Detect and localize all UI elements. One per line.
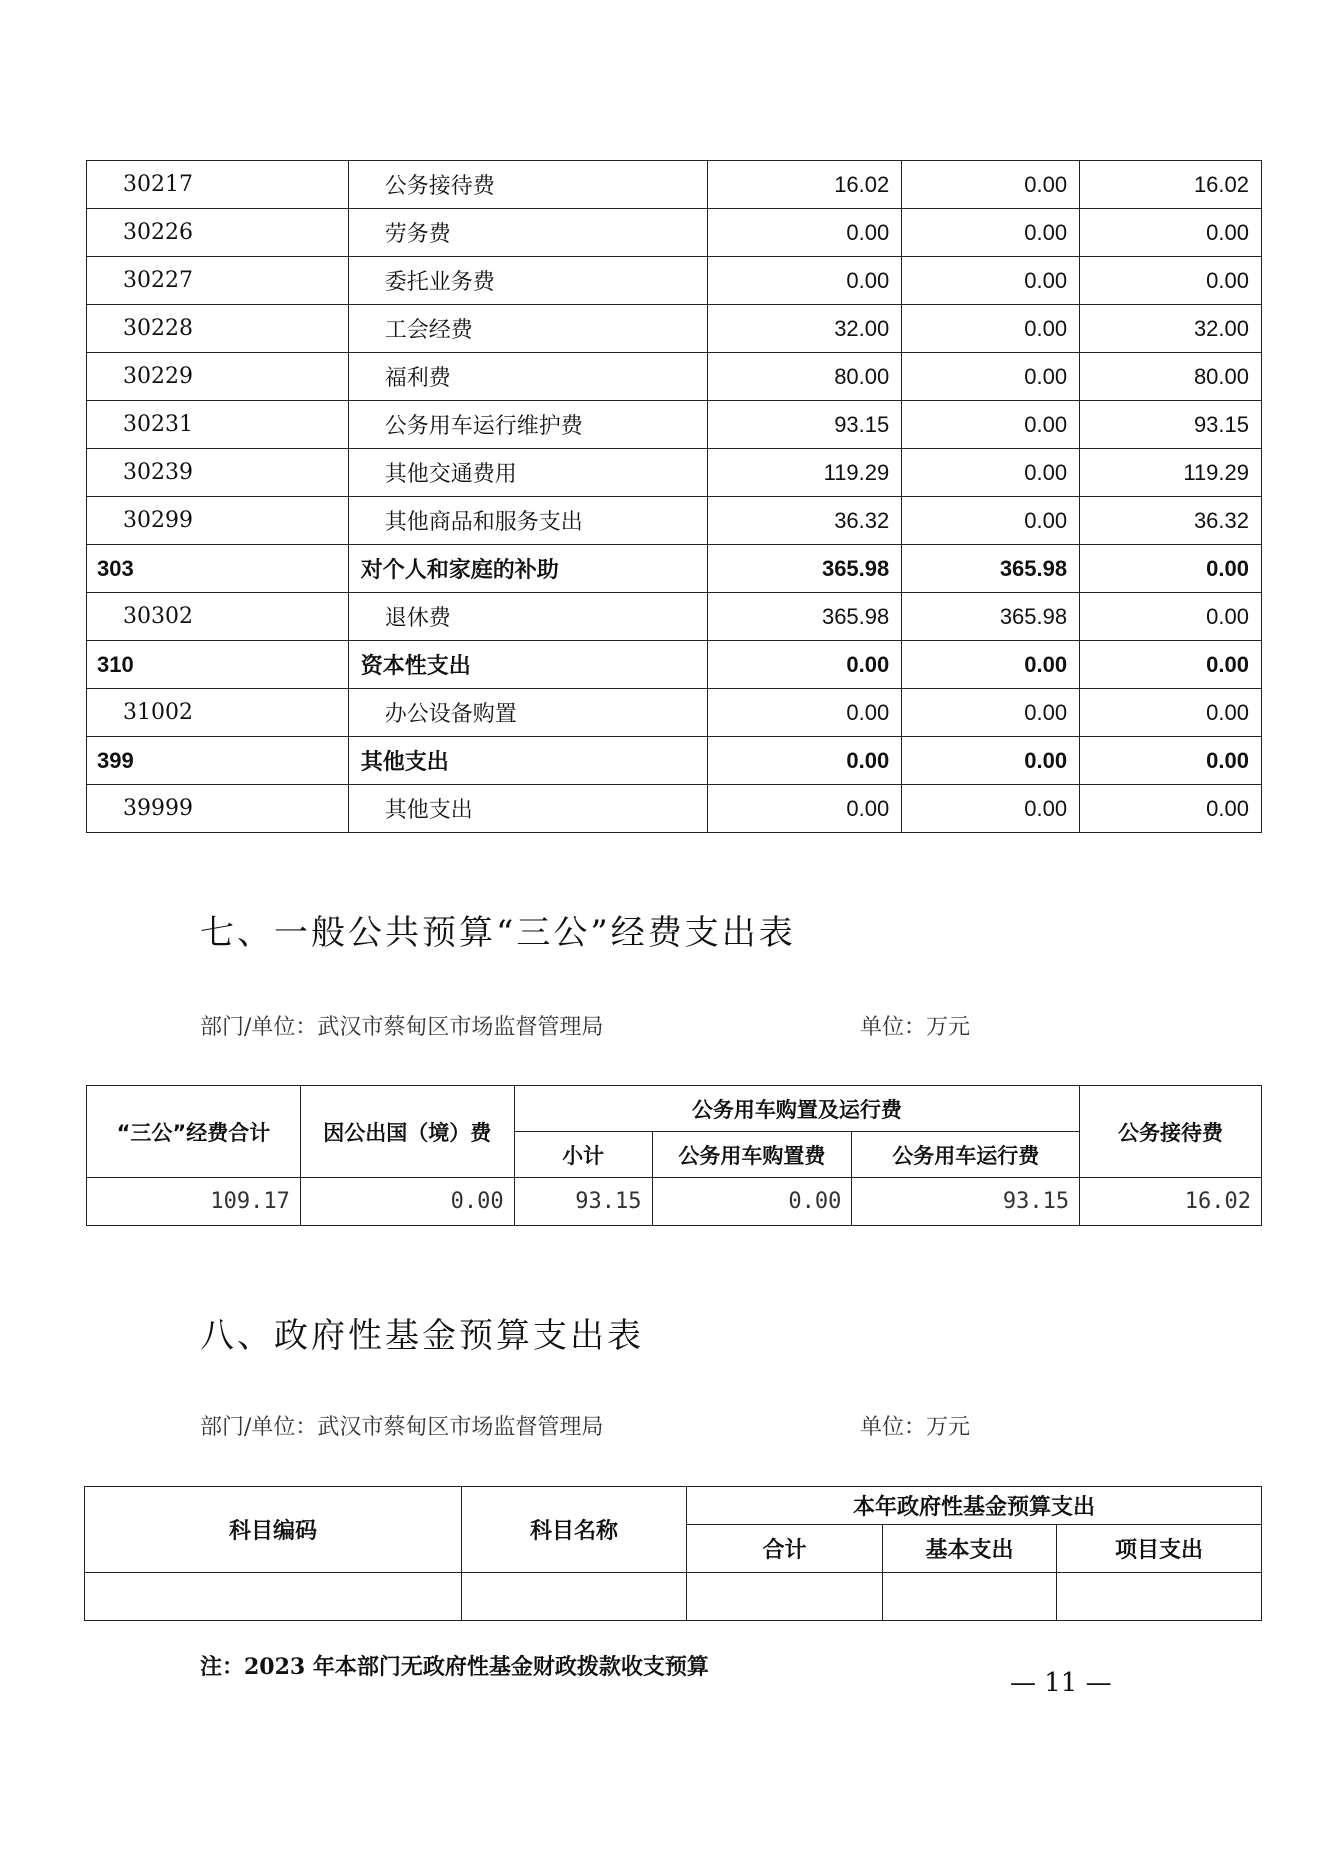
total-amount-cell: 0.00 (708, 689, 902, 737)
account-name-cell: 委托业务费 (348, 257, 708, 305)
account-name-cell: 工会经费 (348, 305, 708, 353)
project-amount-cell: 0.00 (1080, 593, 1262, 641)
account-code-cell: 399 (87, 737, 349, 785)
basic-amount-cell: 0.00 (902, 449, 1080, 497)
account-code-cell: 30239 (87, 449, 349, 497)
account-code-cell: 30228 (87, 305, 349, 353)
empty-cell (85, 1573, 462, 1621)
project-amount-cell: 16.02 (1080, 161, 1262, 209)
table-row (87, 593, 1262, 641)
account-code-cell: 30229 (87, 353, 349, 401)
basic-amount-cell: 0.00 (902, 497, 1080, 545)
table-row (87, 401, 1262, 449)
account-name-cell: 对个人和家庭的补助 (348, 545, 708, 593)
project-amount-cell: 0.00 (1080, 785, 1262, 833)
account-code-cell: 30299 (87, 497, 349, 545)
table-row (87, 449, 1262, 497)
account-code-cell: 30227 (87, 257, 349, 305)
value-subtotal: 93.15 (514, 1178, 652, 1226)
account-code-cell: 310 (87, 641, 349, 689)
table-row (87, 641, 1262, 689)
basic-amount-cell: 0.00 (902, 353, 1080, 401)
project-amount-cell: 32.00 (1080, 305, 1262, 353)
project-amount-cell: 0.00 (1080, 209, 1262, 257)
empty-cell (883, 1573, 1057, 1621)
header-reception: 公务接待费 (1080, 1086, 1262, 1178)
account-code-cell: 39999 (87, 785, 349, 833)
total-amount-cell: 365.98 (708, 593, 902, 641)
header-vehicle-group: 公务用车购置及运行费 (514, 1086, 1080, 1132)
total-amount-cell: 0.00 (708, 641, 902, 689)
department-label: 部门/单位：武汉市蔡甸区市场监督管理局 (200, 1015, 604, 1040)
basic-amount-cell: 0.00 (902, 689, 1080, 737)
total-amount-cell: 0.00 (708, 209, 902, 257)
header-fund-group: 本年政府性基金预算支出 (687, 1487, 1262, 1525)
table-row (87, 161, 1262, 209)
basic-amount-cell: 0.00 (902, 161, 1080, 209)
project-amount-cell: 119.29 (1080, 449, 1262, 497)
account-name-cell: 福利费 (348, 353, 708, 401)
empty-cell (462, 1573, 687, 1621)
table-row (87, 353, 1262, 401)
unit-label: 单位：万元 (860, 1415, 971, 1440)
account-code-cell: 31002 (87, 689, 349, 737)
header-vehicle-operation: 公务用车运行费 (852, 1132, 1080, 1178)
header-fund-basic: 基本支出 (883, 1525, 1057, 1573)
project-amount-cell: 0.00 (1080, 689, 1262, 737)
basic-amount-cell: 0.00 (902, 641, 1080, 689)
three-public-expense-table (86, 1085, 1262, 1226)
project-amount-cell: 0.00 (1080, 545, 1262, 593)
basic-amount-cell: 0.00 (902, 401, 1080, 449)
account-code-cell: 30302 (87, 593, 349, 641)
project-amount-cell: 0.00 (1080, 257, 1262, 305)
table-row (87, 257, 1262, 305)
project-amount-cell: 36.32 (1080, 497, 1262, 545)
basic-amount-cell: 0.00 (902, 209, 1080, 257)
account-code-cell: 30226 (87, 209, 349, 257)
value-abroad: 0.00 (300, 1178, 514, 1226)
table-row (87, 785, 1262, 833)
account-name-cell: 其他支出 (348, 785, 708, 833)
basic-amount-cell: 0.00 (902, 737, 1080, 785)
basic-amount-cell: 0.00 (902, 257, 1080, 305)
total-amount-cell: 16.02 (708, 161, 902, 209)
total-amount-cell: 0.00 (708, 785, 902, 833)
header-total: “三公”经费合计 (87, 1086, 301, 1178)
table-row (87, 209, 1262, 257)
basic-amount-cell: 0.00 (902, 305, 1080, 353)
value-vehicle-purchase: 0.00 (652, 1178, 852, 1226)
project-amount-cell: 80.00 (1080, 353, 1262, 401)
account-name-cell: 退休费 (348, 593, 708, 641)
basic-amount-cell: 0.00 (902, 785, 1080, 833)
total-amount-cell: 0.00 (708, 737, 902, 785)
header-name: 科目名称 (462, 1487, 687, 1573)
account-name-cell: 公务接待费 (348, 161, 708, 209)
basic-amount-cell: 365.98 (902, 545, 1080, 593)
account-name-cell: 其他支出 (348, 737, 708, 785)
project-amount-cell: 0.00 (1080, 737, 1262, 785)
basic-amount-cell: 365.98 (902, 593, 1080, 641)
account-name-cell: 其他交通费用 (348, 449, 708, 497)
value-reception: 16.02 (1080, 1178, 1262, 1226)
department-label: 部门/单位：武汉市蔡甸区市场监督管理局 (200, 1415, 604, 1440)
table-row (87, 497, 1262, 545)
account-name-cell: 公务用车运行维护费 (348, 401, 708, 449)
total-amount-cell: 365.98 (708, 545, 902, 593)
footnote: 注：2023 年本部门无政府性基金财政拨款收支预算 (200, 1654, 709, 1680)
table-row (87, 545, 1262, 593)
header-code: 科目编码 (85, 1487, 462, 1573)
account-name-cell: 其他商品和服务支出 (348, 497, 708, 545)
total-amount-cell: 119.29 (708, 449, 902, 497)
total-amount-cell: 93.15 (708, 401, 902, 449)
page-number: — 11 — (1010, 1668, 1112, 1698)
table-row (87, 689, 1262, 737)
unit-label: 单位：万元 (860, 1015, 971, 1040)
total-amount-cell: 36.32 (708, 497, 902, 545)
header-subtotal: 小计 (514, 1132, 652, 1178)
project-amount-cell: 93.15 (1080, 401, 1262, 449)
account-name-cell: 办公设备购置 (348, 689, 708, 737)
government-fund-table (84, 1486, 1262, 1621)
total-amount-cell: 32.00 (708, 305, 902, 353)
header-fund-project: 项目支出 (1057, 1525, 1262, 1573)
table-row (87, 305, 1262, 353)
project-amount-cell: 0.00 (1080, 641, 1262, 689)
value-vehicle-operation: 93.15 (852, 1178, 1080, 1226)
section-heading-three-public: 七、一般公共预算“三公”经费支出表 (200, 913, 796, 953)
account-name-cell: 资本性支出 (348, 641, 708, 689)
header-abroad: 因公出国（境）费 (300, 1086, 514, 1178)
account-code-cell: 303 (87, 545, 349, 593)
account-name-cell: 劳务费 (348, 209, 708, 257)
table-row (87, 737, 1262, 785)
account-code-cell: 30217 (87, 161, 349, 209)
account-code-cell: 30231 (87, 401, 349, 449)
expenditure-detail-table (86, 160, 1262, 833)
section-heading-government-fund: 八、政府性基金预算支出表 (200, 1316, 644, 1356)
total-amount-cell: 0.00 (708, 257, 902, 305)
header-vehicle-purchase: 公务用车购置费 (652, 1132, 852, 1178)
empty-cell (687, 1573, 883, 1621)
total-amount-cell: 80.00 (708, 353, 902, 401)
value-total: 109.17 (87, 1178, 301, 1226)
empty-cell (1057, 1573, 1262, 1621)
header-fund-total: 合计 (687, 1525, 883, 1573)
